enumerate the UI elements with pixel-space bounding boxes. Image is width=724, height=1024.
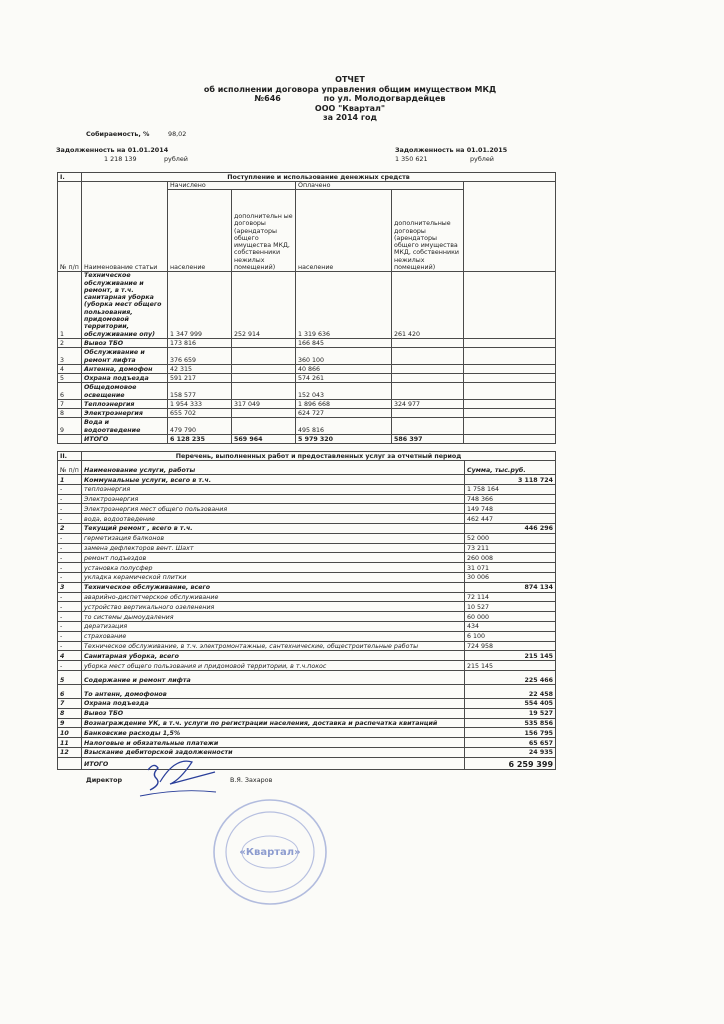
table-row: [58, 417, 556, 434]
row-number: -: [58, 572, 82, 582]
row-name: Техническое обслуживание и ремонт, в т.ч. санитарная уборка (уборка мест общего пользования, придомовой территории, обслуживание опу): [82, 272, 168, 339]
paid-population: 574 261: [296, 373, 392, 382]
table-row: [58, 364, 556, 373]
row-name: Содержание и ремонт лифта: [82, 670, 465, 684]
row-name: вода, водоотведение: [82, 514, 465, 524]
row-name: Обслуживание и ремонт лифта: [82, 347, 168, 364]
row-sum: 22 458: [465, 684, 556, 698]
total-paid-additional: 586 397: [392, 434, 464, 443]
total-sum: 6 259 399: [465, 757, 556, 769]
paid-additional: 324 977: [392, 399, 464, 408]
paid-population: 1 896 668: [296, 399, 392, 408]
row-number: 9: [58, 417, 82, 434]
row-number: 11: [58, 738, 82, 748]
col-header-service: Наименование услуги, работы: [82, 461, 465, 475]
table-row: [58, 347, 556, 364]
row-number: -: [58, 602, 82, 612]
empty-cell: [464, 373, 556, 382]
paid-additional: [392, 338, 464, 347]
row-number: -: [58, 612, 82, 622]
charged-population: 158 577: [168, 382, 232, 399]
stamp-text: «Квартал»: [239, 847, 301, 858]
charged-additional: [232, 338, 296, 347]
row-name: Коммунальные услуги, всего в т.ч.: [82, 475, 465, 485]
row-sum: 149 748: [465, 504, 556, 514]
table-row: [58, 408, 556, 417]
charged-additional: [232, 382, 296, 399]
debt-start-label: Задолженность на 01.01.2014: [56, 146, 169, 154]
row-name: Охрана подъезда: [82, 698, 465, 708]
row-number: 3: [58, 582, 82, 592]
col-header-charged: Начислено: [168, 182, 296, 190]
col-header-name: Наименование статьи: [82, 182, 168, 272]
row-sum: 72 114: [465, 592, 556, 602]
table-row: [58, 484, 556, 494]
paid-additional: [392, 408, 464, 417]
row-sum: 6 100: [465, 631, 556, 641]
charged-additional: 317 049: [232, 399, 296, 408]
charged-additional: [232, 408, 296, 417]
table-row: [58, 373, 556, 382]
row-name: аварийно-диспетчерское обслуживание: [82, 592, 465, 602]
row-number: -: [58, 543, 82, 553]
contract-number: №646: [254, 94, 281, 103]
table-row: [58, 582, 556, 592]
table-row: [58, 612, 556, 622]
row-name: Вода и водоотведение: [82, 417, 168, 434]
row-number: -: [58, 514, 82, 524]
row-name: Электроэнергия: [82, 494, 465, 504]
table-row: [58, 602, 556, 612]
row-name: устройство вертикального озеленения: [82, 602, 465, 612]
paid-population: 495 816: [296, 417, 392, 434]
row-name: Взыскание дебиторской задолженности: [82, 747, 465, 757]
section2-number: II.: [58, 452, 82, 461]
row-number: 1: [58, 272, 82, 339]
empty-cell: [464, 382, 556, 399]
company-name: ООО "Квартал": [314, 103, 386, 113]
row-name: Санитарная уборка, всего: [82, 651, 465, 661]
table-row: [58, 338, 556, 347]
collection-rate-value: 98,02: [168, 130, 187, 138]
row-sum: 156 795: [465, 728, 556, 738]
empty-cell: [464, 364, 556, 373]
table-row: [58, 272, 556, 339]
row-number: -: [58, 631, 82, 641]
row-number: -: [58, 563, 82, 573]
empty-cell: [58, 434, 82, 443]
row-number: -: [58, 592, 82, 602]
row-name: Вознаграждение УК, в т.ч. услуги по регистрации населения, доставка и распечатка квитанций: [82, 718, 465, 728]
row-name: Электроэнергия: [82, 408, 168, 417]
row-sum: 19 527: [465, 708, 556, 718]
paid-population: 166 845: [296, 338, 392, 347]
row-sum: 215 145: [465, 651, 556, 661]
row-name: Охрана подъезда: [82, 373, 168, 382]
row-number: 7: [58, 698, 82, 708]
collection-rate-label: Собираемость, %: [86, 130, 150, 138]
row-name: то системы дымоудаления: [82, 612, 465, 622]
table-row: [58, 523, 556, 533]
section1-number: I.: [58, 173, 82, 182]
paid-additional: [392, 347, 464, 364]
debt-start-value: 1 218 139: [104, 155, 137, 163]
charged-additional: [232, 417, 296, 434]
total-charged-population: 6 128 235: [168, 434, 232, 443]
row-sum: 215 145: [465, 661, 556, 671]
row-sum: 724 958: [465, 641, 556, 651]
row-sum: 462 447: [465, 514, 556, 524]
report-title: ОТЧЕТ: [335, 75, 365, 84]
paid-population: 152 043: [296, 382, 392, 399]
row-sum: 874 134: [465, 582, 556, 592]
table-row: [58, 563, 556, 573]
row-name: укладка керамической плитки: [82, 572, 465, 582]
empty-cell: [464, 417, 556, 434]
charged-population: 1 954 333: [168, 399, 232, 408]
paid-population: 1 319 636: [296, 272, 392, 339]
col-header-paid: Оплачено: [296, 182, 464, 190]
report-address: [150, 94, 550, 104]
col-header-additional: дополнительн ые договоры (арендаторы общего имущества МКД, собственники нежилых помещений): [232, 190, 296, 272]
table-row: [58, 533, 556, 543]
row-sum: 30 006: [465, 572, 556, 582]
row-number: -: [58, 641, 82, 651]
director-name: В.Я. Захаров: [230, 776, 273, 784]
row-number: -: [58, 504, 82, 514]
table-row: [58, 698, 556, 708]
table-row: [58, 718, 556, 728]
empty-cell: [464, 408, 556, 417]
paid-additional: 261 420: [392, 272, 464, 339]
charged-population: 655 702: [168, 408, 232, 417]
director-label: Директор: [86, 776, 123, 784]
table-row: [58, 684, 556, 698]
row-number: 8: [58, 708, 82, 718]
paid-population: 360 100: [296, 347, 392, 364]
debt-end-label: Задолженность на 01.01.2015: [395, 146, 508, 154]
row-number: -: [58, 484, 82, 494]
table-row: [58, 399, 556, 408]
col-header-no: № п/п: [58, 461, 82, 475]
row-sum: 535 856: [465, 718, 556, 728]
empty-cell: [464, 338, 556, 347]
row-name: замена дефлекторов вент. Шахт: [82, 543, 465, 553]
table-row: [58, 504, 556, 514]
funds-table: [57, 172, 556, 444]
empty-cell: [464, 347, 556, 364]
table-row: [58, 382, 556, 399]
row-name: Текущий ремонт , всего в т.ч.: [82, 523, 465, 533]
row-sum: 260 008: [465, 553, 556, 563]
row-sum: 52 000: [465, 533, 556, 543]
row-sum: 446 296: [465, 523, 556, 533]
total-label: ИТОГО: [82, 757, 465, 769]
table-row: [58, 475, 556, 485]
report-subtitle: об исполнении договора управления общим имуществом МКД: [203, 84, 497, 94]
row-name: Банковские расходы 1,5%: [82, 728, 465, 738]
row-name: установка полусфер: [82, 563, 465, 573]
col-header-no: № п/п: [58, 182, 82, 272]
row-number: -: [58, 661, 82, 671]
row-number: 5: [58, 670, 82, 684]
col-header-sum: Сумма, тыс.руб.: [465, 461, 556, 475]
table-row: [58, 553, 556, 563]
charged-additional: [232, 364, 296, 373]
total-row: [58, 434, 556, 443]
row-name: страхование: [82, 631, 465, 641]
empty-cell: [58, 757, 82, 769]
table-row: [58, 631, 556, 641]
table-row: [58, 728, 556, 738]
empty-cell: [464, 434, 556, 443]
row-sum: 554 405: [465, 698, 556, 708]
row-name: ремонт подъездов: [82, 553, 465, 563]
col-header-additional-paid: дополнительные договоры (арендаторы общего имущества МКД, собственники нежилых помещений): [392, 190, 464, 272]
total-label: ИТОГО: [82, 434, 168, 443]
row-number: 2: [58, 338, 82, 347]
paid-additional: [392, 364, 464, 373]
row-name: Вывоз ТБО: [82, 708, 465, 718]
row-name: Налоговые и обязательные платежи: [82, 738, 465, 748]
row-name: Техническое обслуживание, в т.ч. электромонтажные, сантехнические, общестроительные работы: [82, 641, 465, 651]
row-sum: 31 071: [465, 563, 556, 573]
charged-population: 591 217: [168, 373, 232, 382]
row-number: 8: [58, 408, 82, 417]
charged-additional: [232, 347, 296, 364]
row-number: 5: [58, 373, 82, 382]
table-row: [58, 661, 556, 671]
row-name: То антенн, домофонов: [82, 684, 465, 698]
row-number: 4: [58, 651, 82, 661]
table-row: [58, 543, 556, 553]
row-number: 6: [58, 684, 82, 698]
charged-population: 479 790: [168, 417, 232, 434]
table-row: [58, 738, 556, 748]
row-sum: 434: [465, 621, 556, 631]
row-sum: 10 527: [465, 602, 556, 612]
row-name: дератизация: [82, 621, 465, 631]
row-name: Техническое обслуживание, всего: [82, 582, 465, 592]
row-number: 12: [58, 747, 82, 757]
row-number: 1: [58, 475, 82, 485]
row-number: -: [58, 553, 82, 563]
services-table: [57, 451, 556, 770]
charged-population: 42 315: [168, 364, 232, 373]
row-sum: 225 466: [465, 670, 556, 684]
debt-end-unit: рублей: [470, 155, 494, 163]
row-name: Электроэнергия мест общего пользования: [82, 504, 465, 514]
row-name: Теплоэнергия: [82, 399, 168, 408]
col-header-population: население: [168, 190, 232, 272]
row-number: -: [58, 533, 82, 543]
paid-additional: [392, 373, 464, 382]
row-number: 7: [58, 399, 82, 408]
debt-start-unit: рублей: [164, 155, 188, 163]
section2-title: Перечень, выполненных работ и предоставленных услуг за отчетный период: [82, 452, 556, 461]
row-number: -: [58, 494, 82, 504]
empty-cell: [464, 182, 556, 272]
charged-population: 376 659: [168, 347, 232, 364]
paid-additional: [392, 417, 464, 434]
table-row: [58, 572, 556, 582]
row-number: 6: [58, 382, 82, 399]
row-sum: 73 211: [465, 543, 556, 553]
row-name: Общедомовое освещение: [82, 382, 168, 399]
row-number: 3: [58, 347, 82, 364]
table-row: [58, 621, 556, 631]
table-row: [58, 494, 556, 504]
total-charged-additional: 569 964: [232, 434, 296, 443]
charged-population: 173 816: [168, 338, 232, 347]
street-address: по ул. Молодогвардейцев: [323, 94, 446, 103]
empty-cell: [464, 399, 556, 408]
report-title-block: [150, 75, 550, 123]
total-paid-population: 5 979 320: [296, 434, 392, 443]
empty-cell: [464, 272, 556, 339]
table-row: [58, 670, 556, 684]
table-row: [58, 592, 556, 602]
row-number: 2: [58, 523, 82, 533]
row-sum: 1 758 164: [465, 484, 556, 494]
paid-additional: [392, 382, 464, 399]
row-name: уборка мест общего пользования и придомовой территории, в т.ч.покос: [82, 661, 465, 671]
table-row: [58, 651, 556, 661]
debt-end-value: 1 350 621: [395, 155, 428, 163]
table-row: [58, 514, 556, 524]
row-name: теплоэнергия: [82, 484, 465, 494]
row-number: -: [58, 621, 82, 631]
report-year: за 2014 год: [322, 113, 378, 122]
table-row: [58, 708, 556, 718]
row-number: 4: [58, 364, 82, 373]
row-number: 9: [58, 718, 82, 728]
row-name: Антенна, домофон: [82, 364, 168, 373]
paid-population: 624 727: [296, 408, 392, 417]
table-row: [58, 641, 556, 651]
section1-title: Поступление и использование денежных средств: [82, 173, 556, 182]
charged-additional: [232, 373, 296, 382]
row-sum: 748 366: [465, 494, 556, 504]
col-header-population-paid: население: [296, 190, 392, 272]
row-number: 10: [58, 728, 82, 738]
row-sum: 24 935: [465, 747, 556, 757]
row-sum: 3 118 724: [465, 475, 556, 485]
row-sum: 65 657: [465, 738, 556, 748]
charged-additional: 252 914: [232, 272, 296, 339]
row-name: Вывоз ТБО: [82, 338, 168, 347]
company-stamp: [205, 792, 335, 912]
row-sum: 60 000: [465, 612, 556, 622]
paid-population: 40 866: [296, 364, 392, 373]
charged-population: 1 347 999: [168, 272, 232, 339]
row-name: герметизация балконов: [82, 533, 465, 543]
